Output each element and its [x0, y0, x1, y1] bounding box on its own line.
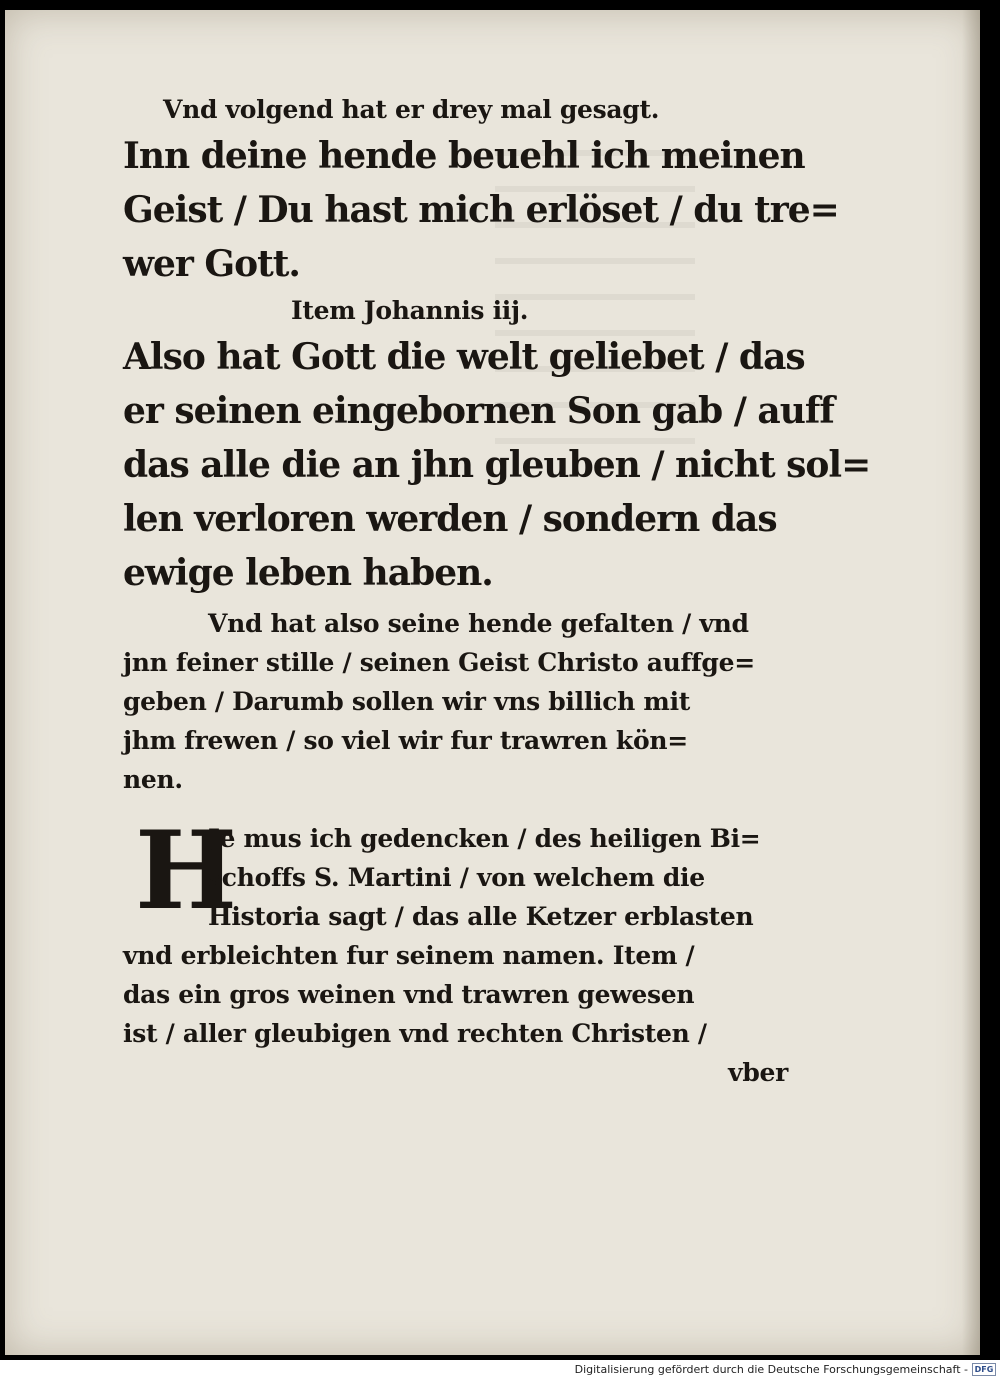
footer-bar: [0, 1360, 1000, 1381]
text-line: len verloren werden / sondern das: [123, 498, 777, 540]
text-line: ewige leben haben.: [123, 552, 493, 594]
initial-lines: [208, 819, 788, 936]
text-line: Vnd volgend hat er drey mal gesagt.: [163, 95, 660, 124]
text-line: geben / Darumb sollen wir vns billich mit: [123, 687, 691, 716]
text-heading: Item Johannis iij.: [291, 296, 529, 325]
text-line: Historia sagt / das alle Ketzer erblasten: [208, 902, 754, 931]
text-line: jnn feiner stille / seinen Geist Christo auffge=: [123, 648, 755, 677]
initial-paragraph: [123, 808, 788, 936]
page-text-block: [123, 90, 871, 1092]
text-line: er seinen eingebornen Son gab / auff: [123, 390, 834, 432]
text-line: vnd erbleichten fur seinem namen. Item /: [123, 941, 695, 970]
text-line: nen.: [123, 765, 183, 794]
book-page: [5, 10, 980, 1355]
text-line: Inn deine hende beuehl ich meinen: [123, 135, 805, 177]
text-line: Also hat Gott die welt geliebet / das: [123, 336, 805, 378]
text-line: Geist / Du hast mich erlöset / du tre=: [123, 189, 839, 231]
text-line: das ein gros weinen vnd trawren gewesen: [123, 980, 695, 1009]
text-line: das alle die an jhn gleuben / nicht sol=: [123, 444, 871, 486]
dfg-logo-icon: DFG: [972, 1363, 996, 1376]
text-line: schoffs S. Martini / von welchem die: [208, 863, 705, 892]
text-line: jhm frewen / so viel wir fur trawren kön=: [123, 726, 688, 755]
catchword: vber: [728, 1058, 788, 1087]
page-edge-shadow: [962, 10, 980, 1355]
decorated-initial: H: [135, 808, 238, 934]
text-line: Je mus ich gedencken / des heiligen Bi=: [208, 824, 761, 853]
funding-notice: Digitalisierung gefördert durch die Deutsche Forschungsgemeinschaft -: [574, 1363, 968, 1376]
text-line: wer Gott.: [123, 243, 300, 285]
text-line: Vnd hat also seine hende gefalten / vnd: [208, 609, 749, 638]
text-line: ist / aller gleubigen vnd rechten Christen /: [123, 1019, 707, 1048]
